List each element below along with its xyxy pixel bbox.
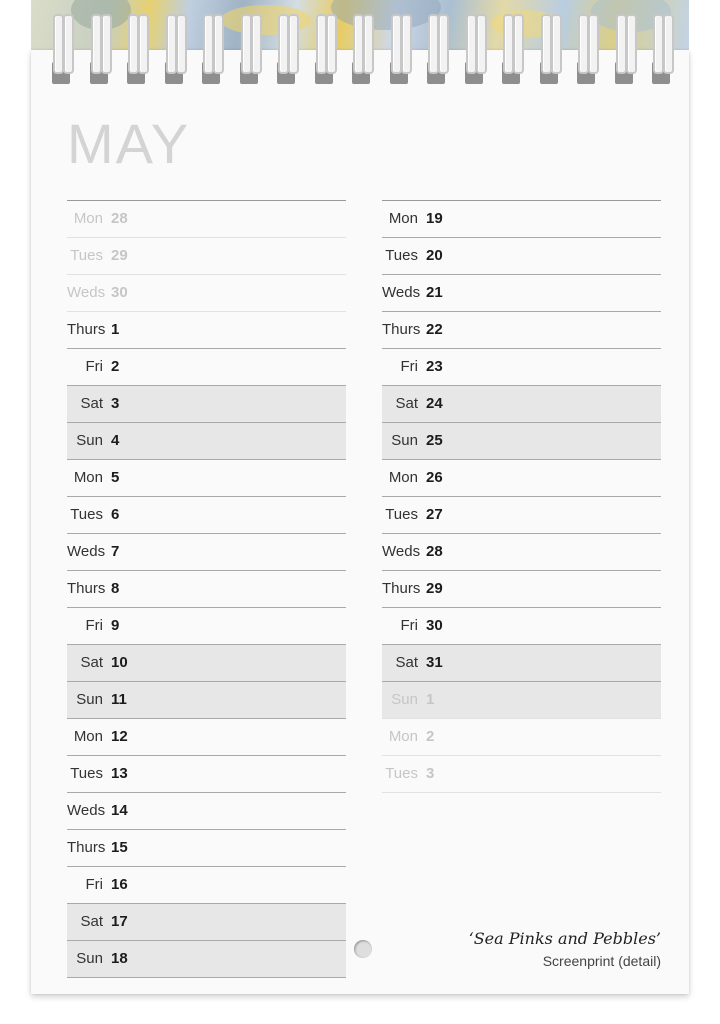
day-number: 11 [111,691,127,708]
day-number: 19 [426,210,443,227]
day-name: Sun [76,691,103,708]
day-number: 8 [111,580,120,597]
day-name: Thurs [67,580,106,597]
binding-coil [648,14,674,88]
day-row [67,460,346,497]
day-number: 2 [111,358,120,375]
day-row [67,349,346,386]
binding-coil [123,14,149,88]
day-row [382,201,661,238]
day-name: Thurs [67,839,106,856]
day-row [67,793,346,830]
day-name: Mon [73,728,103,745]
day-name: Weds [382,284,421,301]
day-number: 10 [111,654,128,671]
day-row [382,608,661,645]
binding-coil [386,14,412,88]
binding-coil [423,14,449,88]
day-number: 20 [426,247,443,264]
day-number: 30 [111,284,128,301]
day-number: 15 [111,839,128,856]
day-number: 23 [426,358,443,375]
binding-coil [498,14,524,88]
right-date-column [382,200,661,793]
binding-coil [198,14,224,88]
day-number: 1 [426,691,435,708]
day-row [382,460,661,497]
day-name: Thurs [382,321,421,338]
day-number: 4 [111,432,120,449]
day-name: Fri [400,358,418,375]
day-row [67,201,346,238]
day-number: 1 [111,321,120,338]
day-row [382,497,661,534]
day-name: Sat [80,654,103,671]
day-number: 29 [111,247,128,264]
day-row [382,312,661,349]
day-row [67,867,346,904]
day-row [382,571,661,608]
day-number: 24 [426,395,443,412]
binding-coil [348,14,374,88]
day-name: Thurs [67,321,106,338]
left-date-column [67,200,346,978]
day-name: Weds [382,543,421,560]
day-name: Sat [395,654,418,671]
day-number: 21 [426,284,443,301]
binding-coil [236,14,262,88]
day-number: 28 [426,543,443,560]
day-name: Sat [80,395,103,412]
day-number: 28 [111,210,128,227]
binding-coil [86,14,112,88]
day-row [67,571,346,608]
binding-coil [161,14,187,88]
day-row [67,423,346,460]
day-row [67,275,346,312]
day-number: 2 [426,728,435,745]
day-row [67,756,346,793]
day-row [67,312,346,349]
day-name: Fri [85,876,103,893]
day-row [67,719,346,756]
day-number: 7 [111,543,120,560]
day-name: Weds [67,543,106,560]
day-number: 25 [426,432,443,449]
day-row [67,386,346,423]
binding-coil [536,14,562,88]
day-row [382,719,661,756]
day-number: 12 [111,728,128,745]
day-name: Sat [395,395,418,412]
caption-title: ‘Sea Pinks and Pebbles’ [468,929,661,948]
day-name: Mon [388,210,418,227]
day-row [67,830,346,867]
day-name: Fri [85,617,103,634]
day-name: Tues [70,506,103,523]
binding-coil [311,14,337,88]
day-number: 16 [111,876,128,893]
day-number: 6 [111,506,120,523]
day-row [382,756,661,793]
day-name: Tues [70,765,103,782]
day-name: Fri [85,358,103,375]
day-name: Mon [73,210,103,227]
day-name: Weds [67,284,106,301]
day-row [67,534,346,571]
day-name: Weds [67,802,106,819]
day-row [382,349,661,386]
day-name: Sun [76,432,103,449]
spiral-binding [31,14,689,88]
day-row [382,682,661,719]
day-number: 26 [426,469,443,486]
day-row [382,423,661,460]
day-name: Thurs [382,580,421,597]
punch-hole [354,940,372,958]
caption-subtitle: Screenprint (detail) [542,953,661,969]
day-row [67,238,346,275]
day-number: 3 [426,765,435,782]
day-row [67,941,346,978]
day-row [67,904,346,941]
day-name: Fri [400,617,418,634]
day-name: Mon [388,469,418,486]
day-name: Sat [80,913,103,930]
day-number: 13 [111,765,128,782]
day-name: Tues [385,765,418,782]
day-row [67,682,346,719]
day-name: Mon [388,728,418,745]
day-row [67,645,346,682]
day-number: 29 [426,580,443,597]
day-row [382,275,661,312]
day-row [382,645,661,682]
binding-coil [611,14,637,88]
day-number: 3 [111,395,120,412]
day-row [382,534,661,571]
day-name: Mon [73,469,103,486]
day-number: 22 [426,321,443,338]
day-name: Sun [391,432,418,449]
day-row [67,497,346,534]
binding-coil [48,14,74,88]
day-row [382,238,661,275]
artwork-caption [469,928,661,972]
binding-coil [573,14,599,88]
day-number: 18 [111,950,128,967]
month-title: MAY [67,112,191,175]
day-number: 31 [426,654,443,671]
day-number: 30 [426,617,443,634]
day-row [67,608,346,645]
binding-coil [273,14,299,88]
binding-coil [461,14,487,88]
day-number: 17 [111,913,128,930]
day-name: Tues [385,506,418,523]
day-name: Tues [385,247,418,264]
day-name: Sun [76,950,103,967]
day-name: Tues [70,247,103,264]
day-number: 9 [111,617,120,634]
day-row [382,386,661,423]
day-name: Sun [391,691,418,708]
day-number: 27 [426,506,443,523]
day-number: 14 [111,802,128,819]
day-number: 5 [111,469,120,486]
